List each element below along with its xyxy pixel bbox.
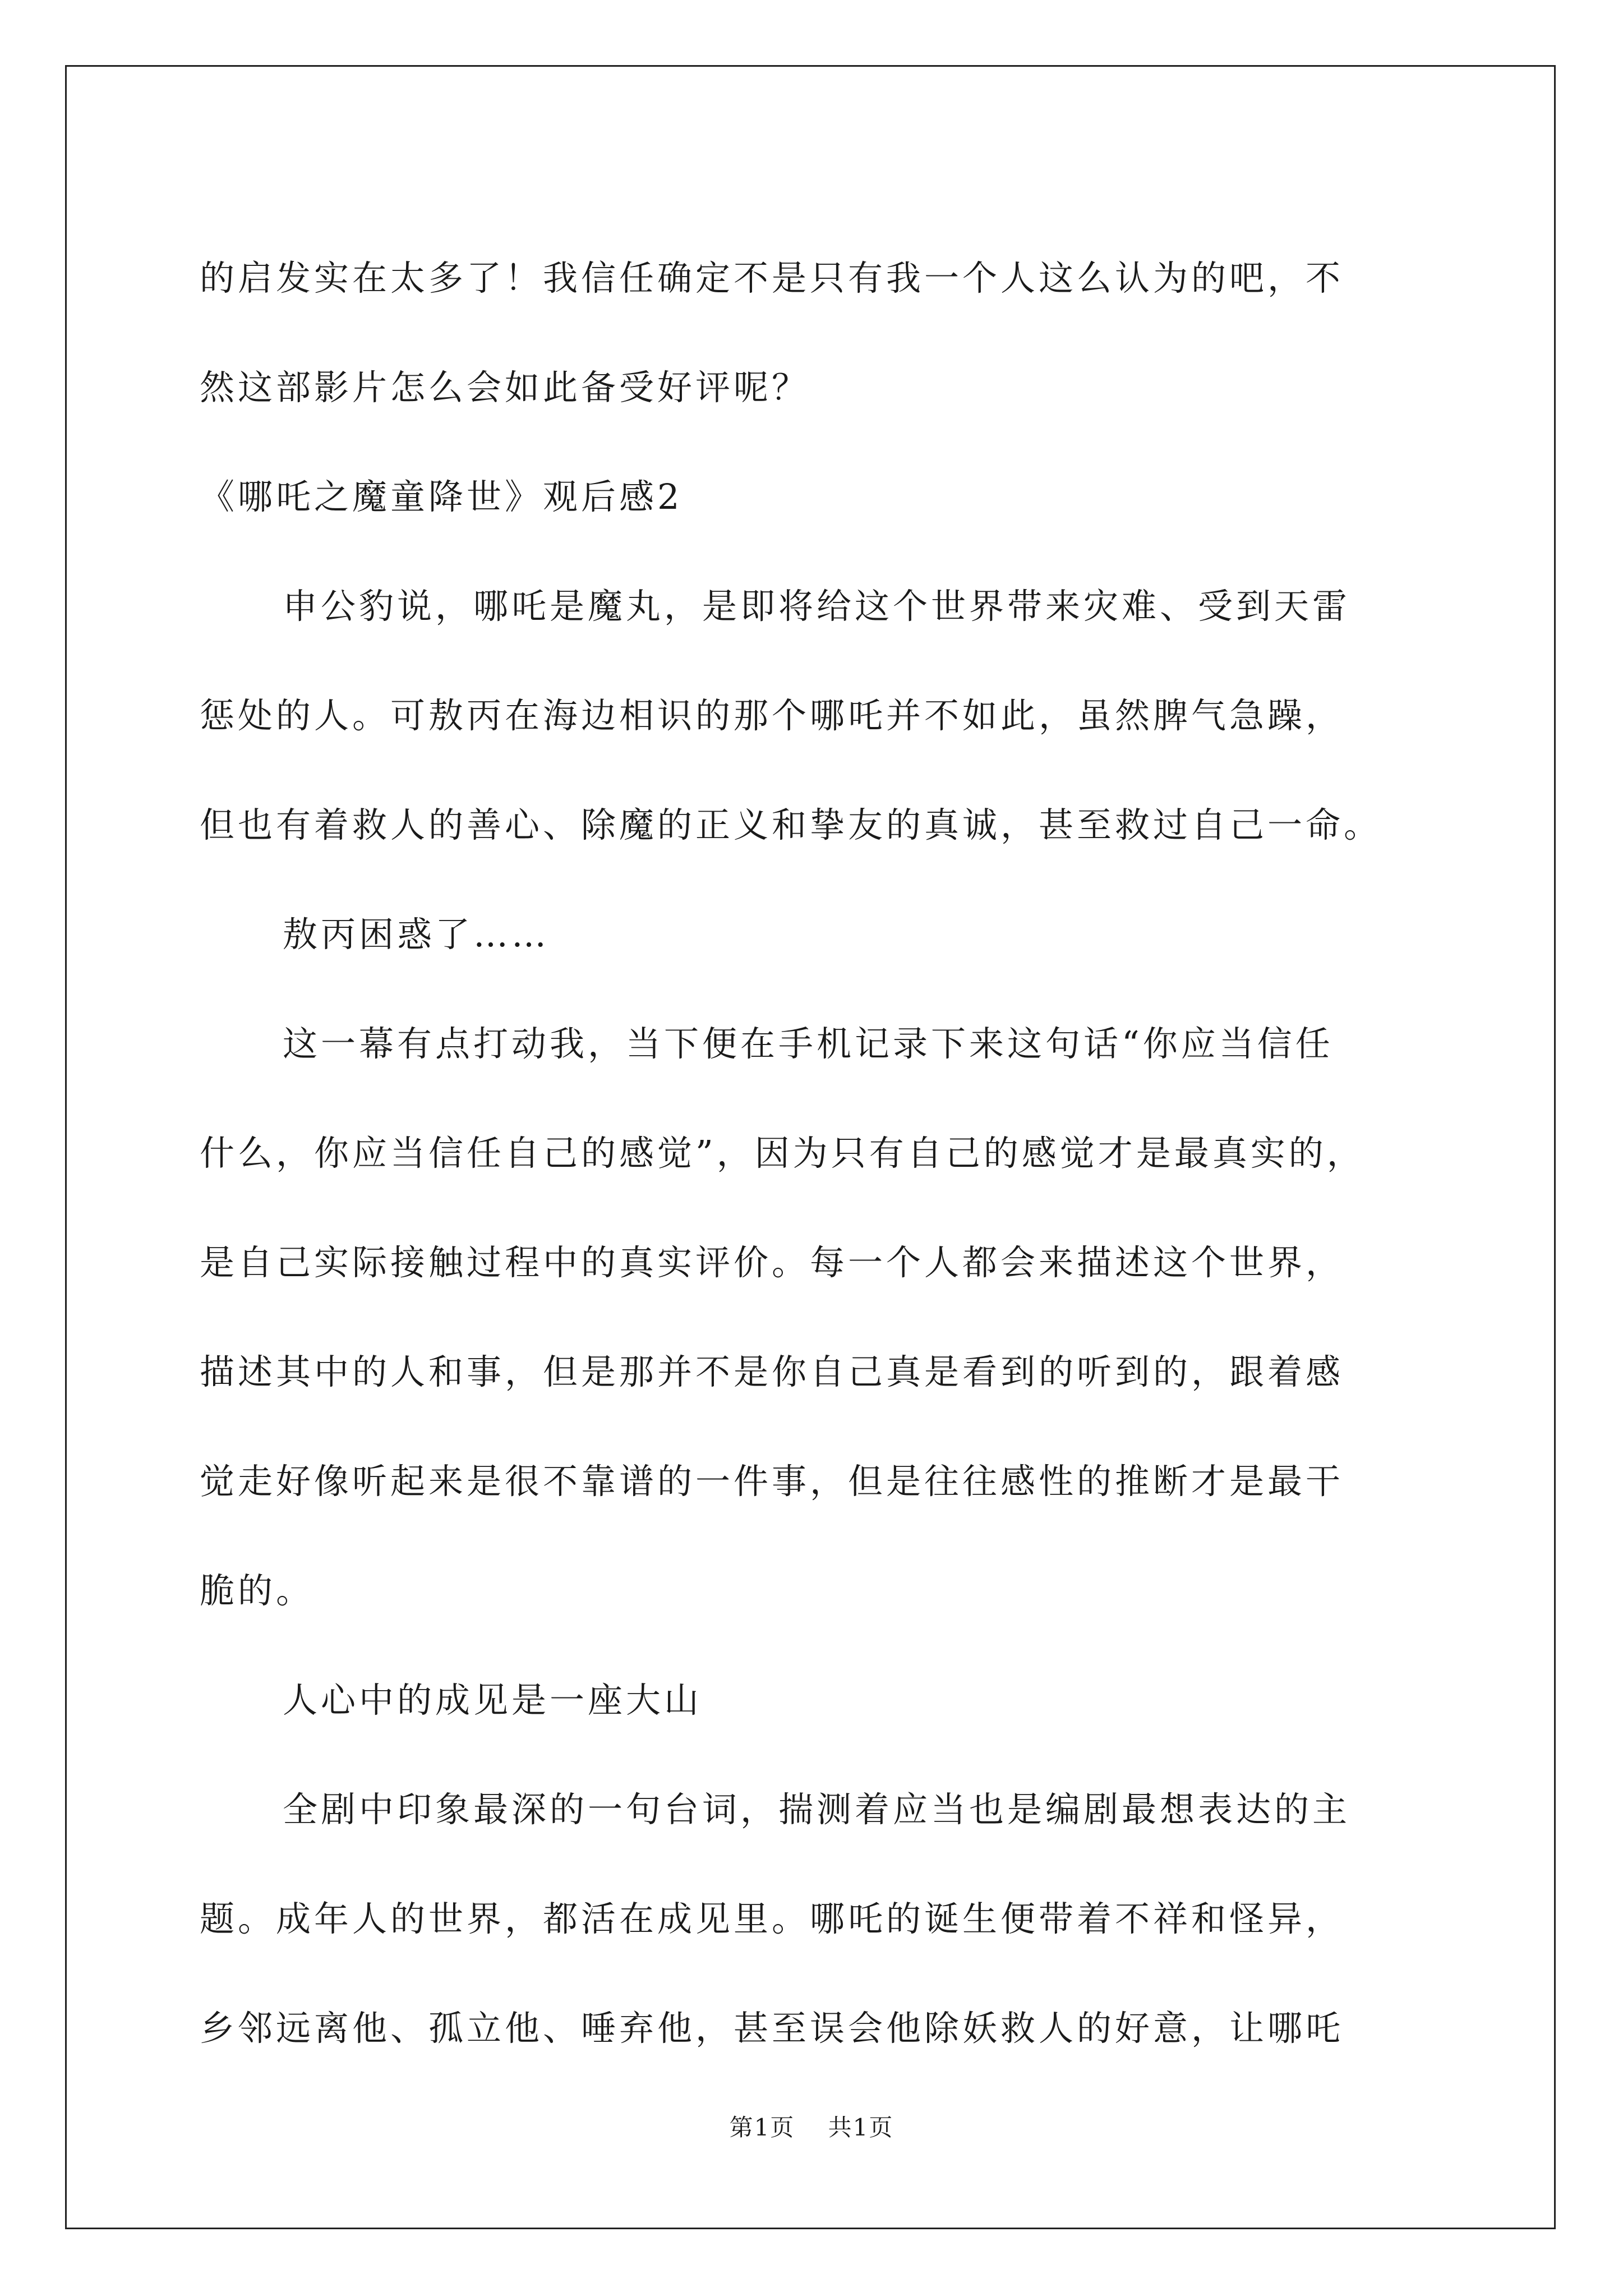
body-line-10: 是自己实际接触过程中的真实评价。每一个人都会来描述这个世界， [200, 1242, 1344, 1283]
body-line-16: 题。成年人的世界，都活在成见里。哪吒的诞生便带着不祥和怪异， [200, 1898, 1344, 1939]
body-line-8: 这一幕有点打动我，当下便在手机记录下来这句话“你应当信任 [283, 1023, 1334, 1064]
page-number: 第1页 [729, 2114, 795, 2141]
body-line-4: 申公豹说，哪吒是魔丸，是即将给这个世界带来灾难、受到天雷 [283, 586, 1351, 627]
subheading-line: 人心中的成见是一座大山 [283, 1680, 703, 1720]
section-heading: 《哪吒之魔童降世》观后感2 [200, 476, 683, 517]
body-line-5: 惩处的人。可敖丙在海边相识的那个哪吒并不如此，虽然脾气急躁， [200, 695, 1344, 736]
body-line-13: 脆的。 [200, 1570, 315, 1611]
document-body [200, 223, 1445, 2083]
body-line-1: 的启发实在太多了！我信任确定不是只有我一个人这么认为的吧，不 [200, 257, 1344, 298]
body-line-9: 什么，你应当信任自己的感觉”，因为只有自己的感觉才是最真实的， [200, 1133, 1365, 1174]
body-line-2: 然这部影片怎么会如此备受好评呢？ [200, 367, 810, 408]
body-line-7: 敖丙困惑了…… [283, 914, 550, 955]
page-footer [0, 2109, 1623, 2143]
body-line-11: 描述其中的人和事，但是那并不是你自己真是看到的听到的，跟着感 [200, 1351, 1344, 1392]
body-line-17: 乡邻远离他、孤立他、唾弃他，甚至误会他除妖救人的好意，让哪吒 [200, 2008, 1344, 2049]
body-line-12: 觉走好像听起来是很不靠谱的一件事，但是往往感性的推断才是最干 [200, 1461, 1344, 1502]
body-line-6: 但也有着救人的善心、除魔的正义和挚友的真诚，甚至救过自己一命。 [200, 804, 1382, 845]
body-line-15: 全剧中印象最深的一句台词，揣测着应当也是编剧最想表达的主 [283, 1789, 1351, 1830]
page-total: 共1页 [828, 2114, 894, 2141]
